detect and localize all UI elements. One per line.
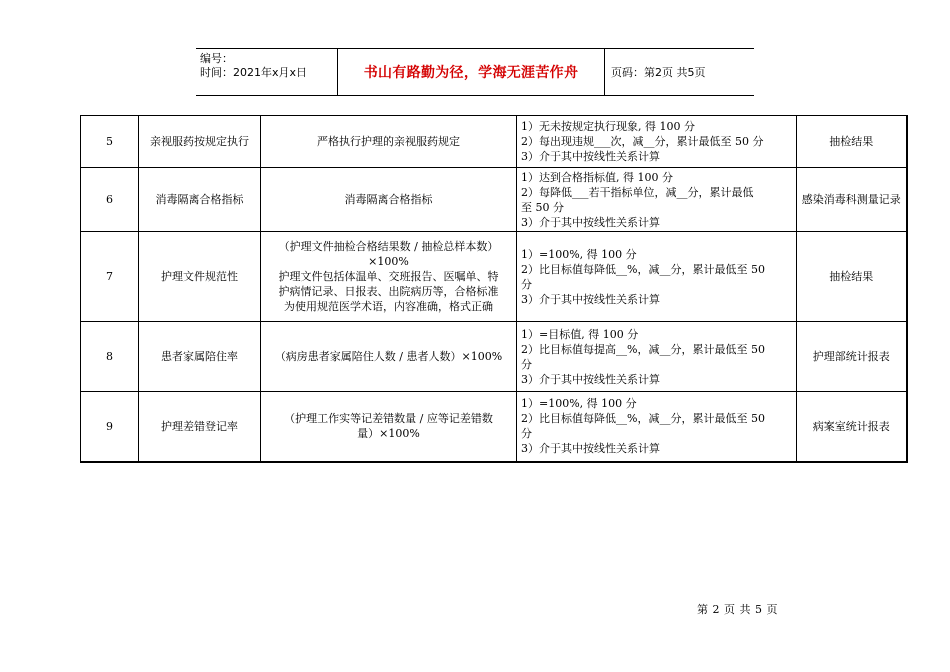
criteria-line: 2）比目标值每降低__%，减__分，累计最低至 50	[521, 262, 765, 276]
definition-line: ×100%	[368, 255, 409, 268]
indicator-definition	[261, 232, 517, 322]
data-source: 抽检结果	[797, 116, 907, 168]
criteria-line: 2）每降低___若干指标单位，减__分，累计最低	[521, 185, 754, 199]
data-source: 抽检结果	[797, 232, 907, 322]
criteria-line: 1）=目标值, 得 100 分	[521, 327, 639, 341]
criteria-line: 分	[521, 427, 532, 441]
criteria-line: 2）比目标值每提高__%，减__分，累计最低至 50	[521, 342, 765, 356]
criteria-line: 3）介于其中按线性关系计算	[521, 372, 660, 386]
criteria-line: 分	[521, 357, 532, 371]
definition-line: 为使用规范医学术语，内容准确，格式正确	[284, 300, 493, 313]
definition-line: （护理文件抽检合格结果数 / 抽检总样本数）	[278, 240, 499, 253]
criteria-line: 3）介于其中按线性关系计算	[521, 442, 660, 456]
indicator-name: 患者家属陪住率	[139, 322, 261, 392]
criteria-line: 3）介于其中按线性关系计算	[521, 150, 660, 163]
header-slogan: 书山有路勤为径，学海无涯苦作舟	[338, 49, 605, 95]
header-meta	[196, 49, 338, 95]
table-row	[81, 168, 907, 232]
scoring-criteria	[517, 232, 797, 322]
table-row	[81, 232, 907, 322]
header-page-code: 页码：第2页 共5页	[611, 66, 706, 79]
criteria-line: 3）介于其中按线性关系计算	[521, 215, 660, 229]
criteria-line: 1）=100%, 得 100 分	[521, 397, 637, 411]
definition-line: （护理工作实等记差错数量 / 应等记差错数	[284, 412, 493, 426]
indicator-name: 护理文件规范性	[139, 232, 261, 322]
indicator-definition	[261, 168, 517, 232]
page-footer: 第 2 页 共 5 页	[697, 603, 778, 616]
definition-line: 严格执行护理的亲视服药规定	[317, 135, 460, 148]
indicator-definition	[261, 392, 517, 462]
indicator-definition	[261, 116, 517, 168]
criteria-line: 2）每出现违规___次，减__分，累计最低至 50 分	[521, 135, 764, 148]
definition-line: 量）×100%	[357, 427, 420, 441]
criteria-line: 3）介于其中按线性关系计算	[521, 292, 660, 306]
document-number-label: 编号：	[200, 52, 233, 65]
indicator-definition	[261, 322, 517, 392]
page-header	[196, 48, 754, 96]
scoring-criteria	[517, 322, 797, 392]
row-number: 7	[81, 232, 139, 322]
criteria-line: 至 50 分	[521, 200, 564, 214]
criteria-line: 1）达到合格指标值, 得 100 分	[521, 170, 673, 184]
row-number: 8	[81, 322, 139, 392]
table-row	[81, 392, 907, 462]
definition-line: 护病情记录、日报表、出院病历等，合格标准	[278, 285, 499, 298]
data-source: 感染消毒科测量记录	[797, 168, 907, 232]
row-number: 6	[81, 168, 139, 232]
scoring-criteria	[517, 392, 797, 462]
criteria-line: 2）比目标值每降低__%，减__分，累计最低至 50	[521, 412, 765, 426]
definition-line: 消毒隔离合格指标	[344, 193, 433, 206]
indicator-name: 消毒隔离合格指标	[139, 168, 261, 232]
data-source: 病案室统计报表	[797, 392, 907, 462]
indicator-name: 亲视服药按规定执行	[139, 116, 261, 168]
evaluation-table	[80, 115, 908, 463]
row-number: 5	[81, 116, 139, 168]
scoring-criteria	[517, 116, 797, 168]
document-time-label: 时间：2021年x月x日	[200, 66, 308, 79]
table-row	[81, 322, 907, 392]
row-number: 9	[81, 392, 139, 462]
definition-line: 护理文件包括体温单、交班报告、医嘱单、特	[278, 270, 499, 283]
criteria-line: 分	[521, 277, 532, 291]
scoring-criteria	[517, 168, 797, 232]
criteria-line: 1）=100%, 得 100 分	[521, 247, 637, 261]
indicator-name: 护理差错登记率	[139, 392, 261, 462]
definition-line: （病房患者家属陪住人数 / 患者人数）×100%	[274, 350, 503, 363]
criteria-line: 1）无未按规定执行现象, 得 100 分	[521, 120, 695, 133]
table-row	[81, 116, 907, 168]
data-source: 护理部统计报表	[797, 322, 907, 392]
